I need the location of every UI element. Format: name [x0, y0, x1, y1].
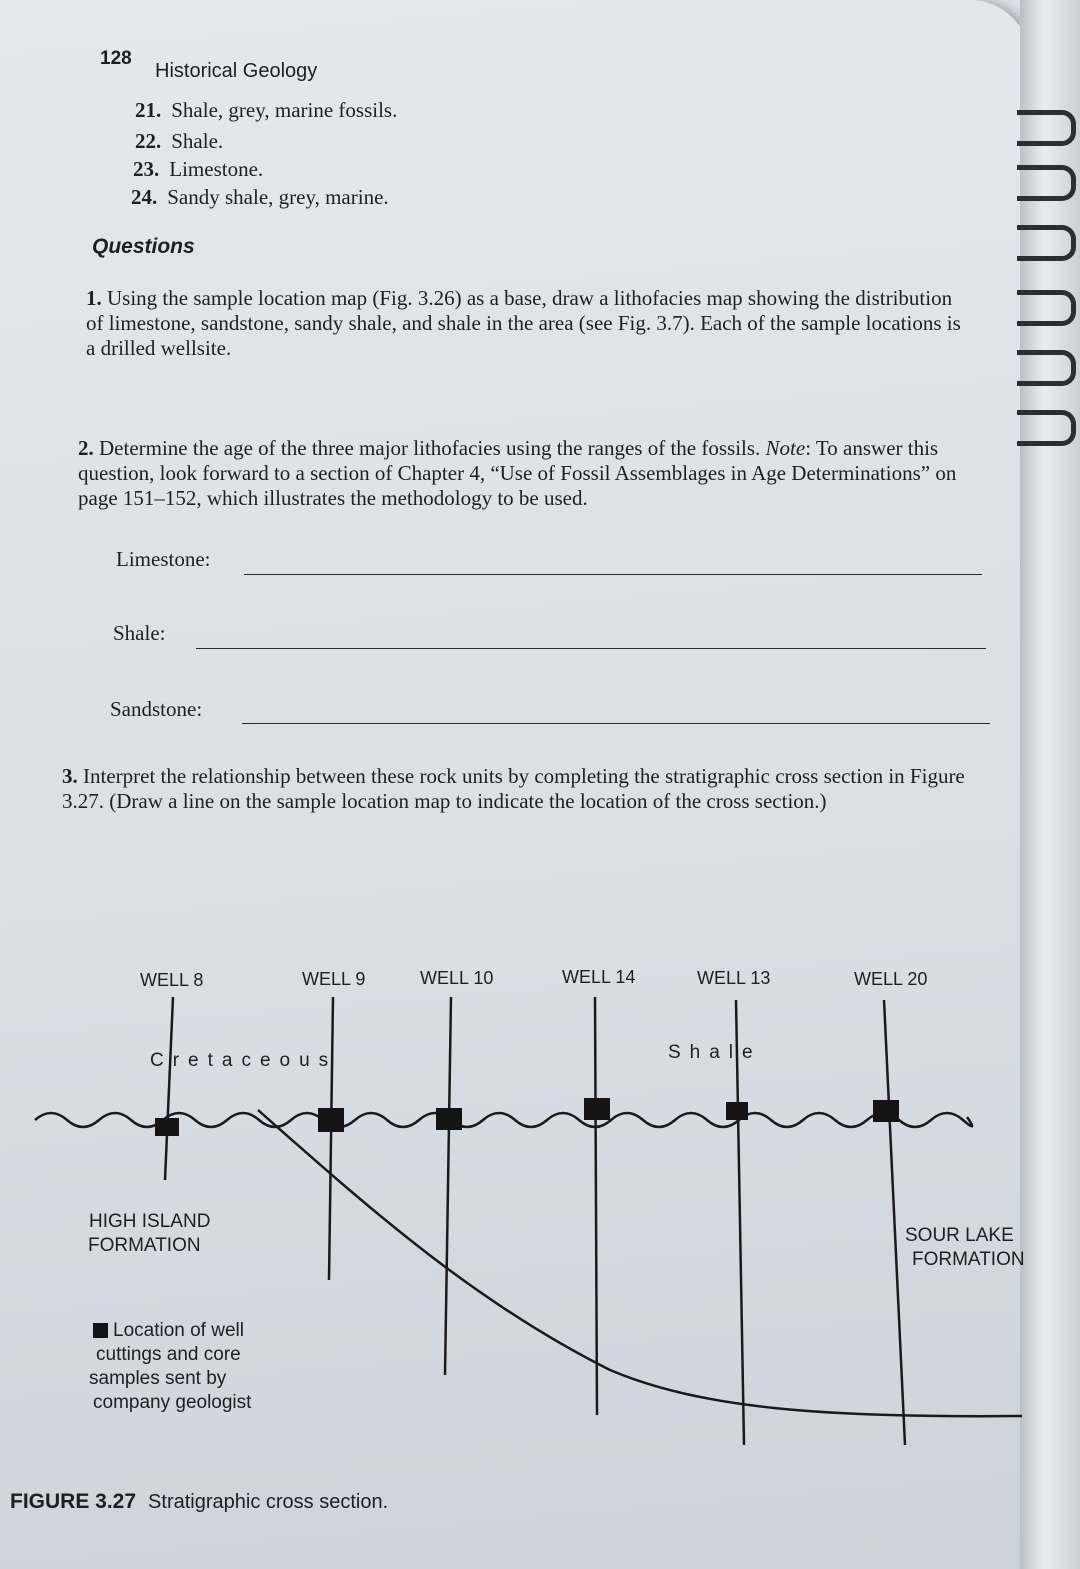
list-item	[135, 129, 223, 154]
binding-ring	[1017, 110, 1076, 146]
binding-ring	[1017, 410, 1076, 446]
list-item-text: Sandy shale, grey, marine.	[167, 185, 389, 209]
legend-text: samples sent by	[89, 1368, 227, 1389]
list-item	[131, 185, 389, 210]
legend-text: cuttings and core	[96, 1344, 241, 1365]
sample-location-marker	[726, 1102, 748, 1120]
well-label: WELL 8	[140, 970, 204, 990]
question-text: Interpret the relationship between these rock units by completing the stratigraphic cross section in Figure 3.27. (Draw a line on the sample location map to indicate the location of the cross section.)	[62, 764, 965, 813]
cretaceous-label: Cretaceous	[150, 1050, 338, 1071]
well-line	[884, 1000, 905, 1445]
well-line	[165, 997, 173, 1180]
high-island-formation-label: FORMATION	[88, 1235, 201, 1256]
note-label: Note	[765, 436, 806, 460]
shale-label: Shale:	[113, 621, 166, 645]
binding-ring	[1017, 165, 1076, 201]
list-item-number: 23.	[133, 157, 160, 181]
list-item-number: 21.	[135, 98, 162, 122]
stratigraphic-cross-section	[0, 940, 1030, 1480]
well-line	[445, 997, 451, 1375]
legend-text: Location of well	[113, 1320, 244, 1341]
well-label: WELL 10	[420, 968, 494, 988]
book-title: Historical Geology	[155, 60, 318, 82]
well-line	[595, 997, 597, 1415]
question-text: Determine the age of the three major lithofacies using the ranges of the fossils.	[99, 436, 761, 460]
question-1	[86, 286, 966, 361]
limestone-answer-line[interactable]	[244, 574, 982, 575]
sample-location-marker	[318, 1108, 344, 1132]
figure-caption-text: Stratigraphic cross section.	[148, 1491, 389, 1513]
legend-text: company geologist	[93, 1392, 252, 1413]
sample-location-marker	[155, 1118, 179, 1136]
high-island-formation-label: HIGH ISLAND	[89, 1211, 211, 1232]
binding-ring	[1017, 225, 1076, 261]
well-label: WELL 9	[302, 969, 366, 989]
well-label: WELL 20	[854, 969, 928, 989]
question-text: Using the sample location map (Fig. 3.26) as a base, draw a lithofacies map showing the distribution of limestone, sandstone, sandy shale, and shale in the area (see Fig. 3.7). Each of the sample locations is a drilled wellsite.	[86, 286, 961, 360]
well-label: WELL 13	[697, 968, 771, 988]
sample-location-marker	[873, 1100, 899, 1122]
well-label: WELL 14	[562, 967, 636, 987]
sour-lake-formation-label: SOUR LAKE	[905, 1225, 1014, 1246]
page-number: 128	[100, 48, 132, 69]
question-3	[62, 764, 992, 814]
list-item-text: Shale, grey, marine fossils.	[171, 98, 398, 122]
shale-answer-line[interactable]	[196, 648, 986, 649]
legend-marker-icon	[93, 1323, 108, 1338]
question-number: 2.	[78, 436, 94, 460]
question-number: 3.	[62, 764, 78, 788]
binding-ring	[1017, 350, 1076, 386]
sandstone-answer-line[interactable]	[242, 723, 990, 724]
list-item-text: Shale.	[171, 129, 224, 153]
sample-location-marker	[436, 1108, 462, 1130]
questions-heading: Questions	[92, 235, 195, 258]
limestone-label: Limestone:	[116, 547, 211, 571]
sample-location-marker	[584, 1098, 610, 1120]
list-item-number: 24.	[131, 185, 158, 209]
sandstone-label: Sandstone:	[110, 697, 203, 721]
well-line	[736, 1000, 744, 1445]
formation-contact-line	[258, 1110, 1022, 1416]
question-number: 1.	[86, 286, 102, 310]
well-line	[329, 997, 333, 1280]
binding-ring	[1017, 290, 1076, 326]
sour-lake-formation-label: FORMATION	[912, 1249, 1025, 1270]
shale-unit-label: Shale	[668, 1042, 762, 1063]
figure-caption-label: FIGURE 3.27	[10, 1490, 137, 1513]
list-item	[133, 157, 263, 182]
question-2	[78, 436, 978, 511]
figure-caption	[10, 1490, 388, 1514]
list-item	[135, 98, 397, 123]
question-text: : To answer this question, look forward to a section of Chapter 4, “Use of Fossil Assemblages in Age Determinations” on page 151–152, which illustrates the methodology to be used.	[78, 436, 957, 510]
list-item-text: Limestone.	[169, 157, 264, 181]
list-item-number: 22.	[135, 129, 162, 153]
